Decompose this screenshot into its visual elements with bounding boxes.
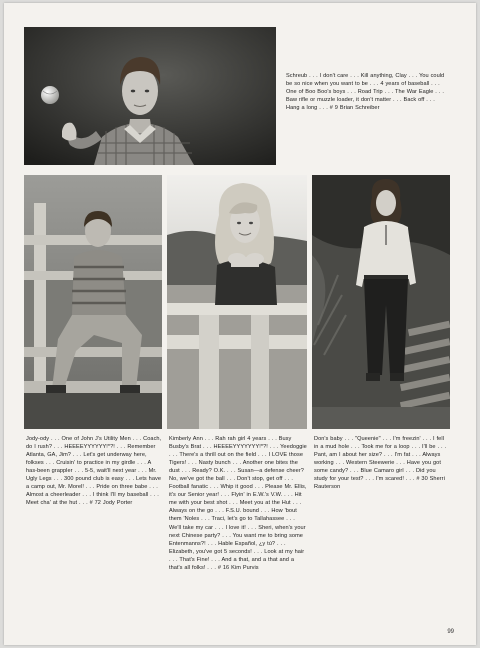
caption-brian-schreiber (286, 72, 450, 112)
caption-jody-porter (26, 435, 162, 507)
caption-brian-text: Schreub . . . I don't care . . . Kill anything, Clay . . . You could be so nice when you want to be . . . 4 years of baseball . . . One of Boo Boo's boys . . . Road Trip . . . The War Eagle . . . Baw rifle or muzzle loader, it don't matter . . . Back off . . . Hang a long . . . # 9 Brian Schreiber (286, 73, 445, 112)
photo-jody-porter (24, 175, 162, 429)
photo-brian-schreiber (24, 27, 276, 165)
caption-sherri-rauterson (314, 435, 450, 491)
caption-jody-text: Jody-ody . . . One of John J's Utility Men . . . Coach, do I rush? . . . HEEEEYYYYYY!*?! . . . Remember Atlanta, GA, Jim? . . . Let's get underway here, folkses . . . Cruisin' to practice in my girdle . . . A has-been grappler . . . 5-5, wait'll next year . . . Mr. Ugly Legs . . . 300 pound club is easy . . . Lets have a camp out, Mr. Morel! . . . Pride on three babe . . . Almost a cheerleader . . . I think I'll my baseball . . . Meet cha' at the hut . . . # 72 Jody Porter (26, 436, 162, 507)
caption-sherri-text: Don's baby . . . "Queenie" . . . I'm freezin' . . . I fell in a mud hole . . . Took me for a loop . . . I'll be . . . Pant, am I about her size? . . . I'm fat . . . Always working . . . Western Steewerie . . . Have you got some candy? . . . Blue Camaro girl . . . Did you study for your test? . . . I'm scared! . . . # 30 Sherri Rauterson (314, 436, 447, 491)
yearbook-page (4, 3, 476, 645)
caption-kim-purvis (169, 435, 307, 572)
page-number: 99 (447, 629, 454, 635)
caption-kim-text: Kimberly Ann . . . Rah rah girl 4 years . . . Busy Busby's Brat . . . HEEEEYYYYYYY!*?! . . . Yeedoggie . . . There's a thrill out on the field . . . I LOVE those Tigers! . . . Nasty bunch . . . Another one bites the dust . . . Ready? O.K. . . . Susan—a defense cheer? No, we've got the ball . . . Don't stop, get off . . . Football fanatic . . . Whip it good . . . Please Mr. Ellis, it's our Senior year! . . . Flyin' in E.W.'s V.W. . . . Hit me with your best shot . . . Meet you at the Hut . . . Always on the go . . . F.S.U. bound . . . How 'bout them 'Noles . . . Traci, let's go to Tallahassee . . . We'll take my car . . . I love it! . . . Sheri, when's your next Chinese party? . . . You want me to bring some Entenmanns?! . . . Hable Español, ¿y tú? . . . Elizabeth, you've got 5 seconds! . . . Look at my hair . . . That's Fine! . . . And a that, and a that and a that's all folks! . . . # 16 Kim Purvis (169, 436, 307, 571)
photo-sherri-rauterson (312, 175, 450, 429)
photo-kim-purvis (167, 175, 307, 429)
